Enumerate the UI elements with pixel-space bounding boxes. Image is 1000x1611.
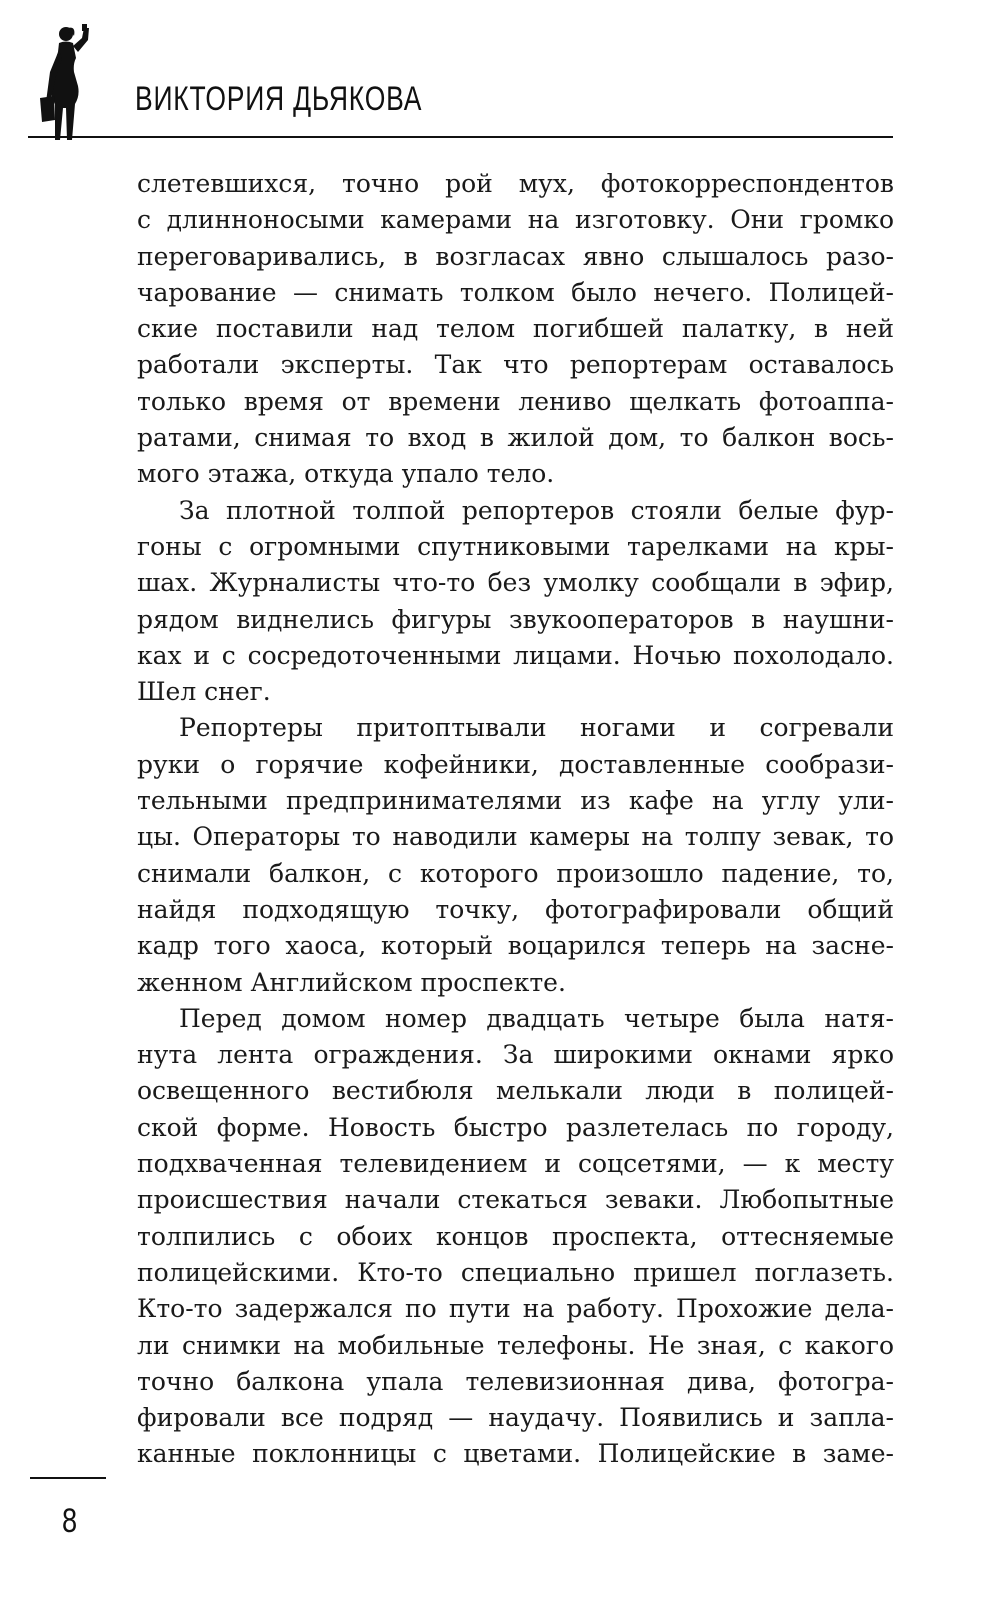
text-line: ратами, снимая то вход в жилой дом, то балкон вось- xyxy=(137,423,894,453)
text-line: переговаривались, в возгласах явно слышалось разо- xyxy=(137,241,894,271)
text-line: канные поклонницы с цветами. Полицейские в заме- xyxy=(137,1439,894,1469)
text-line: ской форме. Новость быстро разлетелась по городу, xyxy=(137,1112,894,1142)
page-number: 8 xyxy=(62,1502,78,1540)
text-line: подхваченная телевидением и соцсетями, — к месту xyxy=(137,1149,894,1179)
text-line: с длинноносыми камерами на изготовку. Они громко xyxy=(137,205,894,235)
text-line: чарование — снимать толком было нечего. Полицей- xyxy=(137,277,894,307)
text-line: ские поставили над телом погибшей палатку, в ней xyxy=(137,314,894,344)
text-line: происшествия начали стекаться зеваки. Любопытные xyxy=(137,1185,894,1215)
header-rule xyxy=(28,136,893,138)
woman-silhouette-logo xyxy=(22,24,104,142)
text-line: фировали все подряд — наудачу. Появились и запла- xyxy=(137,1403,894,1433)
text-line: цы. Операторы то наводили камеры на толпу зевак, то xyxy=(137,822,894,852)
paragraph xyxy=(137,1001,894,1473)
author-name-header: ВИКТОРИЯ ДЬЯКОВА xyxy=(135,80,423,118)
paragraph xyxy=(137,710,894,1000)
text-line: Шел снег. xyxy=(137,677,271,707)
text-line: нута лента ограждения. За широкими окнами ярко xyxy=(137,1040,894,1070)
text-line: ках и с сосредоточенными лицами. Ночью похолодало. xyxy=(137,640,894,670)
text-line: освещенного вестибюля мелькали люди в полицей- xyxy=(137,1076,894,1106)
text-line: кадр того хаоса, который воцарился теперь на засне- xyxy=(137,931,894,961)
text-line: рядом виднелись фигуры звукооператоров в наушни- xyxy=(137,604,894,634)
paragraph xyxy=(137,493,894,711)
text-line: найдя подходящую точку, фотографировали общий xyxy=(137,894,894,924)
text-line: Перед домом номер двадцать четыре была натя- xyxy=(179,1003,894,1033)
text-line: снимали балкон, с которого произошло падение, то, xyxy=(137,858,894,888)
footer-rule xyxy=(30,1477,106,1479)
text-line: Репортеры притоптывали ногами и согревали xyxy=(179,713,894,743)
text-line: За плотной толпой репортеров стояли белые фур- xyxy=(179,495,894,525)
body-text xyxy=(137,166,894,1473)
text-line: толпились с обоих концов проспекта, оттесняемые xyxy=(137,1221,894,1251)
text-line: гоны с огромными спутниковыми тарелками на кры- xyxy=(137,531,894,561)
text-line: Кто-то задержался по пути на работу. Прохожие дела- xyxy=(137,1294,894,1324)
text-line: слетевшихся, точно рой мух, фотокорреспондентов xyxy=(137,169,894,198)
text-line: ли снимки на мобильные телефоны. Не зная, с какого xyxy=(137,1330,894,1360)
text-line: точно балкона упала телевизионная дива, фотогра- xyxy=(137,1366,894,1396)
text-line: мого этажа, откуда упало тело. xyxy=(137,459,555,489)
text-line: работали эксперты. Так что репортерам оставалось xyxy=(137,350,894,380)
text-line: только время от времени лениво щелкать фотоаппа- xyxy=(137,386,894,416)
text-line: женном Английском проспекте. xyxy=(137,967,566,997)
text-line: шах. Журналисты что-то без умолку сообщали в эфир, xyxy=(137,568,894,598)
text-line: тельными предпринимателями из кафе на углу ули- xyxy=(137,786,894,816)
text-line: руки о горячие кофейники, доставленные сообрази- xyxy=(137,749,894,779)
paragraph xyxy=(137,166,894,493)
text-line: полицейскими. Кто-то специально пришел поглазеть. xyxy=(137,1257,894,1287)
